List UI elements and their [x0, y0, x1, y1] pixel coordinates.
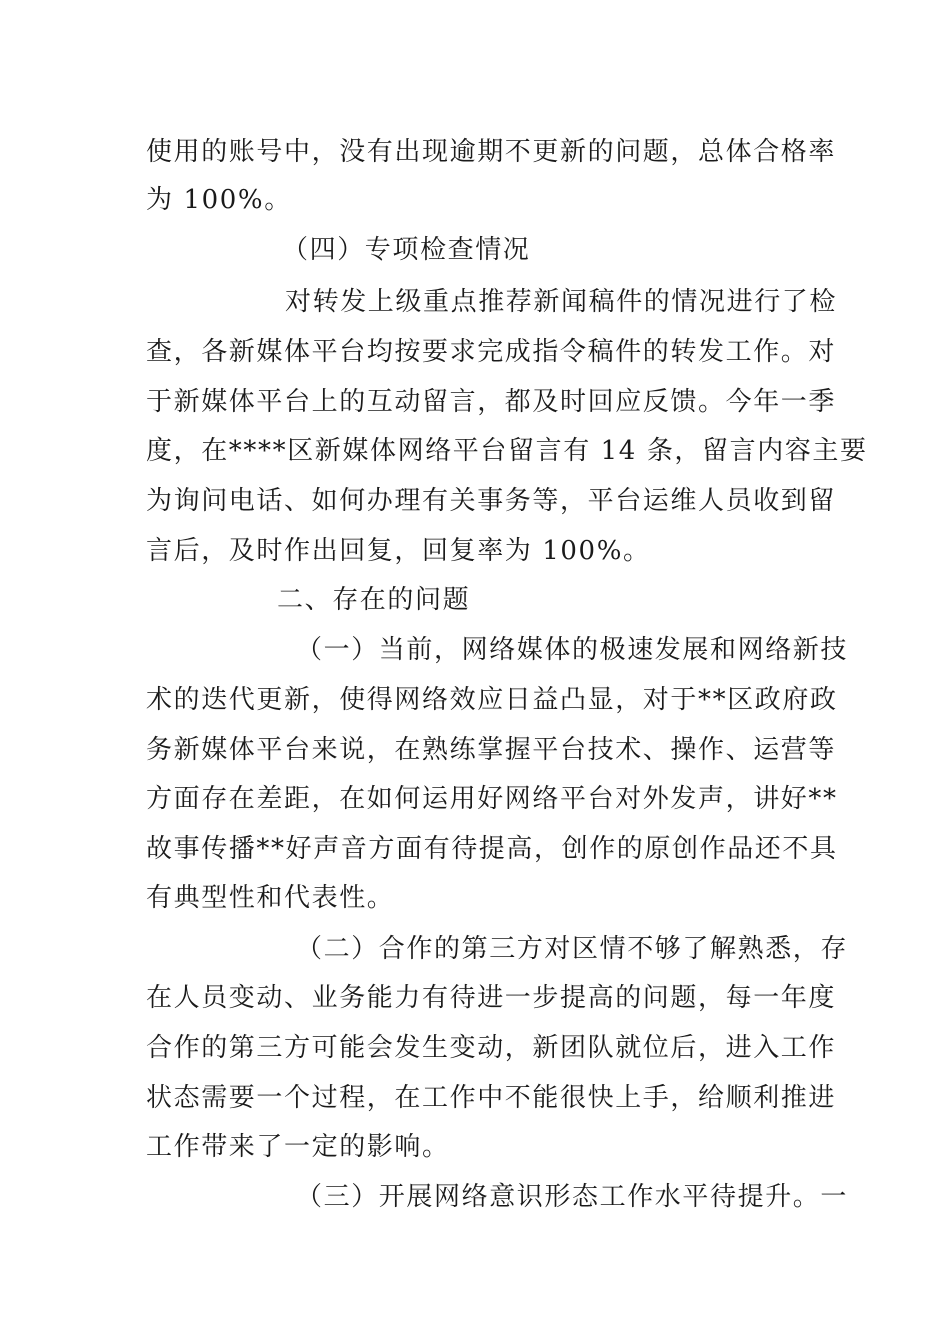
body-text-line: 有典型性和代表性。	[146, 883, 395, 913]
body-text-line: 使用的账号中，没有出现逾期不更新的问题，总体合格率	[146, 137, 837, 167]
body-text-line: 方面存在差距，在如何运用好网络平台对外发声，讲好**	[146, 784, 838, 814]
body-text-line: （二）合作的第三方对区情不够了解熟悉，存	[296, 934, 849, 964]
body-text-line: 言后，及时作出回复，回复率为 100%。	[146, 536, 651, 566]
section-heading: 二、存在的问题	[277, 585, 471, 615]
body-text-line: 合作的第三方可能会发生变动，新团队就位后，进入工作	[146, 1033, 837, 1063]
body-text-line: （三）开展网络意识形态工作水平待提升。一	[296, 1182, 849, 1212]
body-text-line: 对转发上级重点推荐新闻稿件的情况进行了检	[285, 287, 838, 317]
body-text-line: 为 100%。	[146, 185, 292, 215]
body-text-line: 工作带来了一定的影响。	[146, 1132, 450, 1162]
body-text-line: 查，各新媒体平台均按要求完成指令稿件的转发工作。对	[146, 337, 837, 367]
body-text-line: （一）当前，网络媒体的极速发展和网络新技	[296, 635, 849, 665]
body-text-line: 在人员变动、业务能力有待进一步提高的问题，每一年度	[146, 983, 837, 1013]
body-text-line: 度，在****区新媒体网络平台留言有 14 条，留言内容主要	[146, 436, 868, 466]
body-text-line: 故事传播**好声音方面有待提高，创作的原创作品还不具	[146, 834, 838, 864]
section-heading: （四）专项检查情况	[282, 235, 531, 265]
body-text-line: 于新媒体平台上的互动留言，都及时回应反馈。今年一季	[146, 387, 837, 417]
body-text-line: 务新媒体平台来说，在熟练掌握平台技术、操作、运营等	[146, 735, 837, 765]
body-text-line: 状态需要一个过程，在工作中不能很快上手，给顺利推进	[146, 1083, 837, 1113]
body-text-line: 术的迭代更新，使得网络效应日益凸显，对于**区政府政	[146, 685, 838, 715]
body-text-line: 为询问电话、如何办理有关事务等，平台运维人员收到留	[146, 486, 837, 516]
